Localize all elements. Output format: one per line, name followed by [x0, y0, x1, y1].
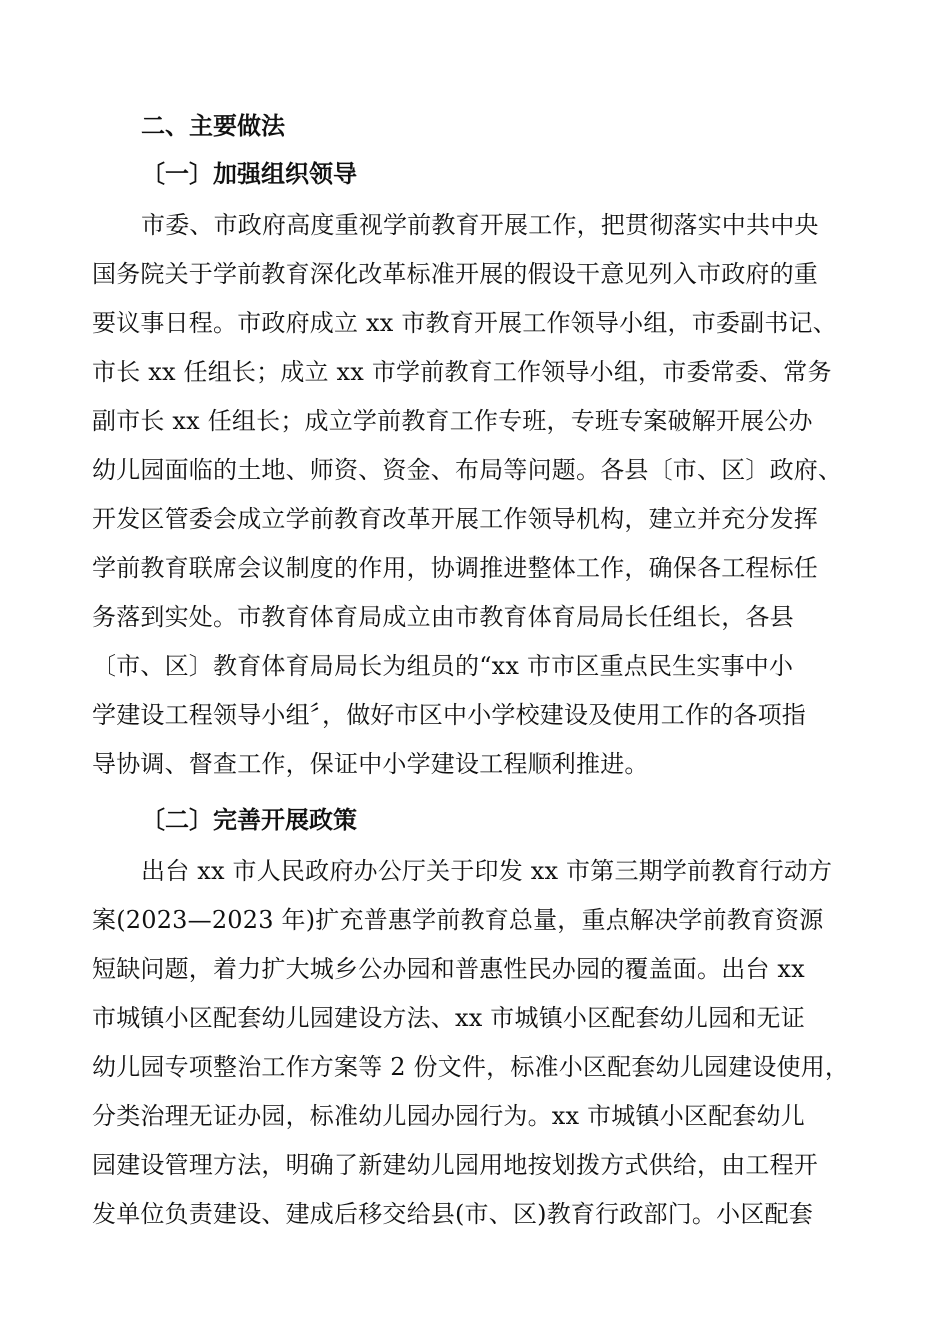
subsection-heading-2: 〔二〕完善开展政策	[141, 806, 357, 834]
paragraph-line: 分类治理无证办园，标准幼儿园办园行为。xx 市城镇小区配套幼儿	[92, 1102, 805, 1130]
paragraph-line: 学建设工程领导小组〞，做好市区中小学校建设及使用工作的各项指	[92, 701, 806, 729]
paragraph-line: 短缺问题，着力扩大城乡公办园和普惠性民办园的覆盖面。出台 xx	[92, 955, 805, 983]
paragraph-line: 务落到实处。市教育体育局成立由市教育体育局局长任组长，各县	[92, 603, 794, 631]
subsection-heading-1: 〔一〕加强组织领导	[141, 160, 357, 188]
paragraph-line: 园建设管理方法，明确了新建幼儿园用地按划拨方式供给，由工程开	[92, 1151, 818, 1179]
paragraph-line: 发单位负责建设、建成后移交给县(市、区)教育行政部门。小区配套	[92, 1200, 813, 1228]
paragraph-line: 市长 xx 任组长；成立 xx 市学前教育工作领导小组，市委常委、常务	[92, 358, 832, 386]
paragraph-line: 开发区管委会成立学前教育改革开展工作领导机构，建立并充分发挥	[92, 505, 818, 533]
paragraph-line: 副市长 xx 任组长；成立学前教育工作专班，专班专案破解开展公办	[92, 407, 813, 435]
paragraph-line: 市委、市政府高度重视学前教育开展工作，把贯彻落实中共中央	[141, 211, 819, 239]
paragraph-line: 出台 xx 市人民政府办公厅关于印发 xx 市第三期学前教育行动方	[141, 857, 833, 885]
paragraph-line: 要议事日程。市政府成立 xx 市教育开展工作领导小组，市委副书记、	[92, 309, 837, 337]
paragraph-line: 幼儿园面临的土地、师资、资金、布局等问题。各县〔市、区〕政府、	[92, 456, 843, 484]
paragraph-line: 市城镇小区配套幼儿园建设方法、xx 市城镇小区配套幼儿园和无证	[92, 1004, 805, 1032]
paragraph-line: 〔市、区〕教育体育局局长为组员的“xx 市市区重点民生实事中小	[92, 652, 794, 680]
section-heading: 二、主要做法	[141, 112, 285, 140]
paragraph-2	[92, 847, 849, 1239]
paragraph-line: 案(2023—2023 年)扩充普惠学前教育总量，重点解决学前教育资源	[92, 906, 824, 934]
paragraph-line: 学前教育联席会议制度的作用，协调推进整体工作，确保各工程标任	[92, 554, 818, 582]
paragraph-line: 国务院关于学前教育深化改革标准开展的假设干意见列入市政府的重	[92, 260, 818, 288]
paragraph-1	[92, 201, 842, 789]
paragraph-line: 幼儿园专项整治工作方案等 2 份文件，标准小区配套幼儿园建设使用，	[92, 1053, 850, 1081]
paragraph-line: 导协调、督查工作，保证中小学建设工程顺利推进。	[92, 750, 649, 778]
